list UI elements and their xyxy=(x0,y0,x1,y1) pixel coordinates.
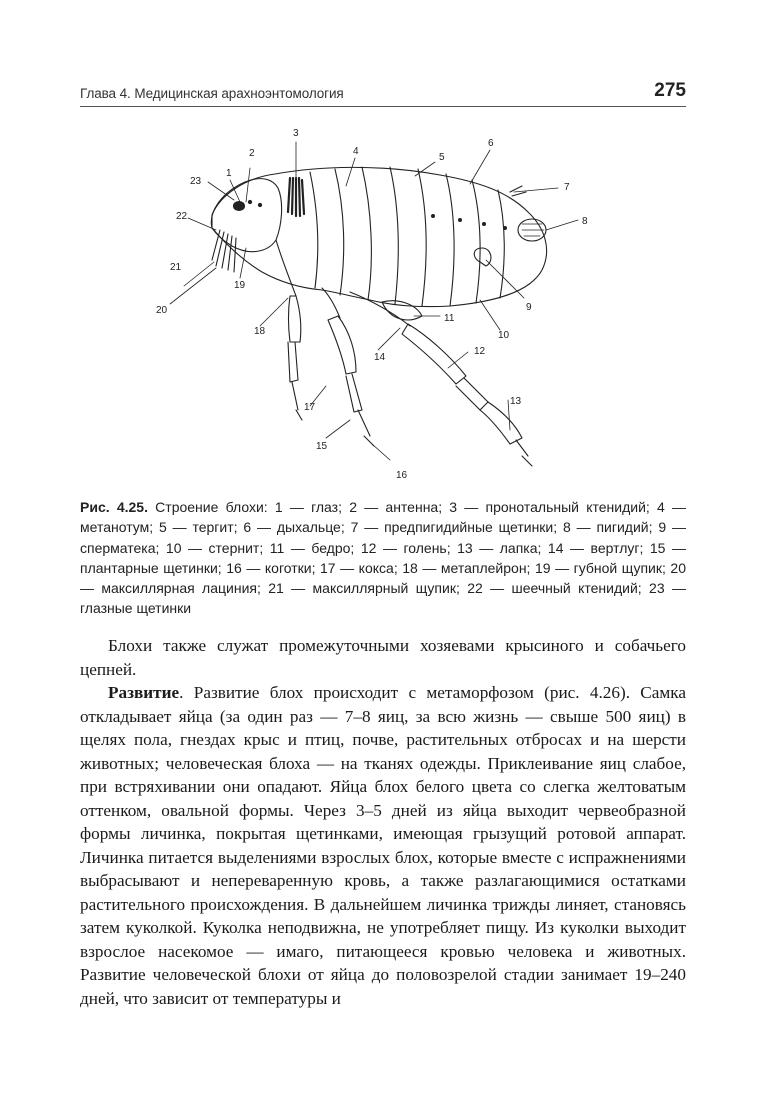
spermatheca xyxy=(474,248,491,266)
figure-label-10: 10 xyxy=(498,330,510,341)
figure-label-22: 22 xyxy=(176,211,188,222)
page-number: 275 xyxy=(654,80,686,101)
hind-leg xyxy=(350,292,532,466)
figure-label-11: 11 xyxy=(444,313,455,324)
figure-label-14: 14 xyxy=(374,352,386,363)
figure-label-5: 5 xyxy=(439,152,445,163)
figure-caption-label: Рис. 4.25. xyxy=(80,499,148,515)
flea-drawing xyxy=(150,120,630,490)
mouthparts xyxy=(212,230,236,272)
figure-caption xyxy=(80,497,686,619)
middle-leg xyxy=(322,288,374,446)
spiracles xyxy=(431,214,507,230)
paragraph-1: Блохи также служат промежуточными хозяевами крысиного и собачьего цепней. xyxy=(80,636,686,679)
figure-label-7: 7 xyxy=(564,182,570,193)
paragraph-2 xyxy=(80,681,686,1010)
running-header xyxy=(80,80,686,106)
figure-label-16: 16 xyxy=(396,470,408,481)
body-text xyxy=(80,634,686,1010)
figure-label-12: 12 xyxy=(474,346,486,357)
figure-label-6: 6 xyxy=(488,138,494,149)
figure-number-labels xyxy=(156,128,588,481)
paragraph-2-lead: Развитие xyxy=(108,683,180,702)
figure-label-19: 19 xyxy=(234,280,246,291)
figure-label-17: 17 xyxy=(304,402,316,413)
front-leg xyxy=(276,240,302,420)
figure-label-9: 9 xyxy=(526,302,532,313)
figure-label-20: 20 xyxy=(156,305,168,316)
header-rule xyxy=(80,106,686,107)
pronotal-ctenidium xyxy=(288,178,304,216)
figure-label-4: 4 xyxy=(353,146,359,157)
figure-label-21: 21 xyxy=(170,262,182,273)
paragraph-2-text: . Развитие блох происходит с метаморфозом (рис. 4.26). Самка откладывает яйца (за один раз — 7–8 яиц, за всю жизнь — свыше 500 яиц) в щелях пола, гнездах крыс и птиц, почве, растительных отбросах и на шерсти животных; человеческая блоха — на тканях одежды. Приклеивание яиц слабое, при встряхивании они опадают. Яйца блох белого цвета со слегка желтоватым оттенком, овальной формы. Через 3–5 дней из яйца выходит червеобразной формы личинка, покрытая щетинками, имеющая грызущий ротовой аппарат. Личинка питается выделениями взрослых блох, которые вместе с испражнениями выбрасывают и непереваренную кровь, а также разлагающимися остатками растительного происхождения. В дальнейшем личинка трижды линяет, становясь затем куколкой. Куколка неподвижна, не употребляет пищу. Из куколки выходит взрослое насекомое — имаго, питающееся кровью человека и животных. Развитие человеческой блохи от яйца до половозрелой стадии занимает 19–240 дней, что зависит от температуры и xyxy=(80,683,686,1008)
figure-caption-text: Строение блохи: 1 — глаз; 2 — антенна; 3 — пронотальный ктенидий; 4 — метанотум; 5 — тергит; 6 — дыхальце; 7 — предпигидийные щетинки; 8 — пигидий; 9 — сперматека; 10 — стернит; 11 — бедро; 12 — голень; 13 — лапка; 14 — вертлуг; 15 — плантарные щетинки; 16 — коготки; 17 — кокса; 18 — метаплейрон; 19 — губной щупик; 20 — максиллярная лациния; 21 — максиллярный щупик; 22 — шеечный ктенидий; 23 — глазные щетинки xyxy=(80,499,686,617)
running-title: Глава 4. Медицинская арахноэнтомология xyxy=(80,86,344,101)
figure-label-13: 13 xyxy=(510,396,522,407)
figure-label-18: 18 xyxy=(254,326,266,337)
flea-eye xyxy=(234,202,245,211)
tergite-lines xyxy=(310,167,504,306)
figure-label-1: 1 xyxy=(226,168,232,179)
figure-label-3: 3 xyxy=(293,128,299,139)
figure-label-23: 23 xyxy=(190,176,202,187)
figure-label-8: 8 xyxy=(582,216,588,227)
flea-anatomy-figure xyxy=(150,120,630,490)
figure-label-2: 2 xyxy=(249,148,255,159)
flea-body-outline xyxy=(212,167,547,306)
figure-label-15: 15 xyxy=(316,441,328,452)
